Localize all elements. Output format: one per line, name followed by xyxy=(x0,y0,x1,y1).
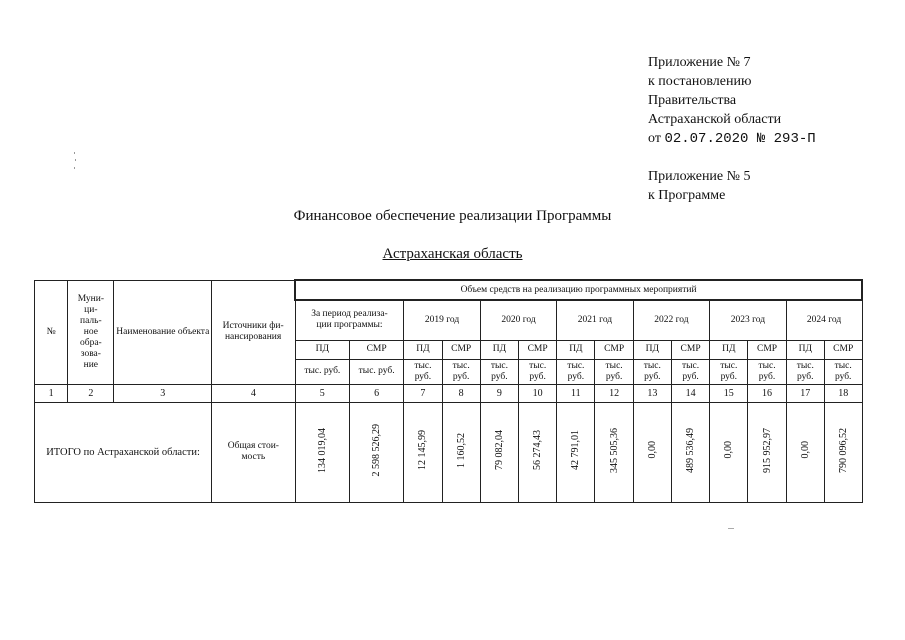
appendix-line: к Программе xyxy=(648,188,726,203)
header-unit: тыс. руб. xyxy=(824,359,862,384)
total-cell xyxy=(748,402,786,502)
appendix-line: Астраханской области xyxy=(648,112,782,127)
column-number: 17 xyxy=(786,384,824,402)
header-smr: СМР xyxy=(748,340,786,359)
total-cell xyxy=(671,402,709,502)
scan-specks xyxy=(73,152,77,172)
header-unit: тыс. руб. xyxy=(710,359,748,384)
header-object-name: Наименование объекта xyxy=(114,280,212,384)
column-number: 1 xyxy=(35,384,68,402)
total-value: 56 274,43 xyxy=(532,430,544,470)
header-pd: ПД xyxy=(404,340,442,359)
total-value: 79 082,04 xyxy=(493,430,505,470)
total-cell xyxy=(824,402,862,502)
total-cell xyxy=(480,402,518,502)
header-unit: тыс. руб. xyxy=(295,359,349,384)
total-cell xyxy=(442,402,480,502)
column-number: 18 xyxy=(824,384,862,402)
date-prefix: от xyxy=(648,131,665,146)
total-value: 42 791,01 xyxy=(570,430,582,470)
header-pd: ПД xyxy=(480,340,518,359)
column-number: 8 xyxy=(442,384,480,402)
column-number: 7 xyxy=(404,384,442,402)
column-number: 9 xyxy=(480,384,518,402)
appendix-line: к постановлению xyxy=(648,74,752,89)
header-group: Объем средств на реализацию программных мероприятий xyxy=(295,280,862,300)
column-number: 10 xyxy=(519,384,557,402)
total-cell xyxy=(710,402,748,502)
column-number: 3 xyxy=(114,384,212,402)
total-value: 915 952,97 xyxy=(761,427,773,473)
column-number: 14 xyxy=(671,384,709,402)
header-year: 2020 год xyxy=(480,300,556,340)
region-name: Астраханская область xyxy=(382,246,523,262)
header-smr: СМР xyxy=(824,340,862,359)
column-number: 11 xyxy=(557,384,595,402)
appendix-date-line xyxy=(648,129,816,149)
header-pd: ПД xyxy=(786,340,824,359)
total-value: 489 536,49 xyxy=(685,427,697,473)
total-value: 0,00 xyxy=(723,441,735,459)
header-period: За период реализа- ции программы: xyxy=(295,300,404,340)
header-unit: тыс. руб. xyxy=(404,359,442,384)
total-label: ИТОГО по Астраханской области: xyxy=(35,402,212,502)
header-smr: СМР xyxy=(442,340,480,359)
header-smr: СМР xyxy=(671,340,709,359)
appendix-line: Приложение № 7 xyxy=(648,55,751,70)
header-unit: тыс. руб. xyxy=(349,359,403,384)
scan-mark xyxy=(728,528,734,529)
header-pd: ПД xyxy=(557,340,595,359)
total-cell xyxy=(404,402,442,502)
column-number: 13 xyxy=(633,384,671,402)
header-year: 2021 год xyxy=(557,300,633,340)
document-subtitle xyxy=(0,246,905,263)
column-number: 2 xyxy=(68,384,114,402)
total-value: 2 598 526,29 xyxy=(371,423,383,477)
document-header xyxy=(648,53,816,205)
total-value: 0,00 xyxy=(646,441,658,459)
header-unit: тыс. руб. xyxy=(595,359,633,384)
appendix-line: Приложение № 5 xyxy=(648,169,751,184)
total-cell xyxy=(595,402,633,502)
document-title: Финансовое обеспечение реализации Программы xyxy=(293,208,612,224)
header-year: 2023 год xyxy=(710,300,786,340)
total-source: Общая стои- мость xyxy=(212,402,296,502)
column-number: 4 xyxy=(212,384,296,402)
total-cell xyxy=(349,402,403,502)
header-unit: тыс. руб. xyxy=(748,359,786,384)
total-value: 345 505,36 xyxy=(608,427,620,473)
header-smr: СМР xyxy=(349,340,403,359)
total-value: 134 019,04 xyxy=(316,427,328,473)
header-year: 2022 год xyxy=(633,300,709,340)
total-cell xyxy=(519,402,557,502)
column-number: 16 xyxy=(748,384,786,402)
total-cell xyxy=(633,402,671,502)
header-pd: ПД xyxy=(295,340,349,359)
header-pd: ПД xyxy=(633,340,671,359)
header-unit: тыс. руб. xyxy=(671,359,709,384)
total-value: 0,00 xyxy=(799,441,811,459)
total-cell xyxy=(295,402,349,502)
column-number: 15 xyxy=(710,384,748,402)
header-unit: тыс. руб. xyxy=(442,359,480,384)
total-value: 790 096,52 xyxy=(837,427,849,473)
header-unit: тыс. руб. xyxy=(786,359,824,384)
header-unit: тыс. руб. xyxy=(557,359,595,384)
decree-date-number: 02.07.2020 № 293-П xyxy=(664,131,816,147)
header-no: № xyxy=(35,280,68,384)
header-unit: тыс. руб. xyxy=(480,359,518,384)
header-municipality: Муни- ци- паль- ное обра- зова- ние xyxy=(68,280,114,384)
column-number: 12 xyxy=(595,384,633,402)
header-unit: тыс. руб. xyxy=(633,359,671,384)
header-pd: ПД xyxy=(710,340,748,359)
header-smr: СМР xyxy=(519,340,557,359)
total-cell xyxy=(786,402,824,502)
header-sources: Источники фи- нансирования xyxy=(212,280,296,384)
header-year: 2019 год xyxy=(404,300,480,340)
column-number: 5 xyxy=(295,384,349,402)
total-value: 12 145,99 xyxy=(417,430,429,470)
appendix-line: Правительства xyxy=(648,93,737,108)
header-year: 2024 год xyxy=(786,300,862,340)
total-cell xyxy=(557,402,595,502)
financing-table xyxy=(34,279,863,503)
column-number: 6 xyxy=(349,384,403,402)
total-value: 1 160,52 xyxy=(455,432,467,468)
header-smr: СМР xyxy=(595,340,633,359)
header-unit: тыс. руб. xyxy=(519,359,557,384)
